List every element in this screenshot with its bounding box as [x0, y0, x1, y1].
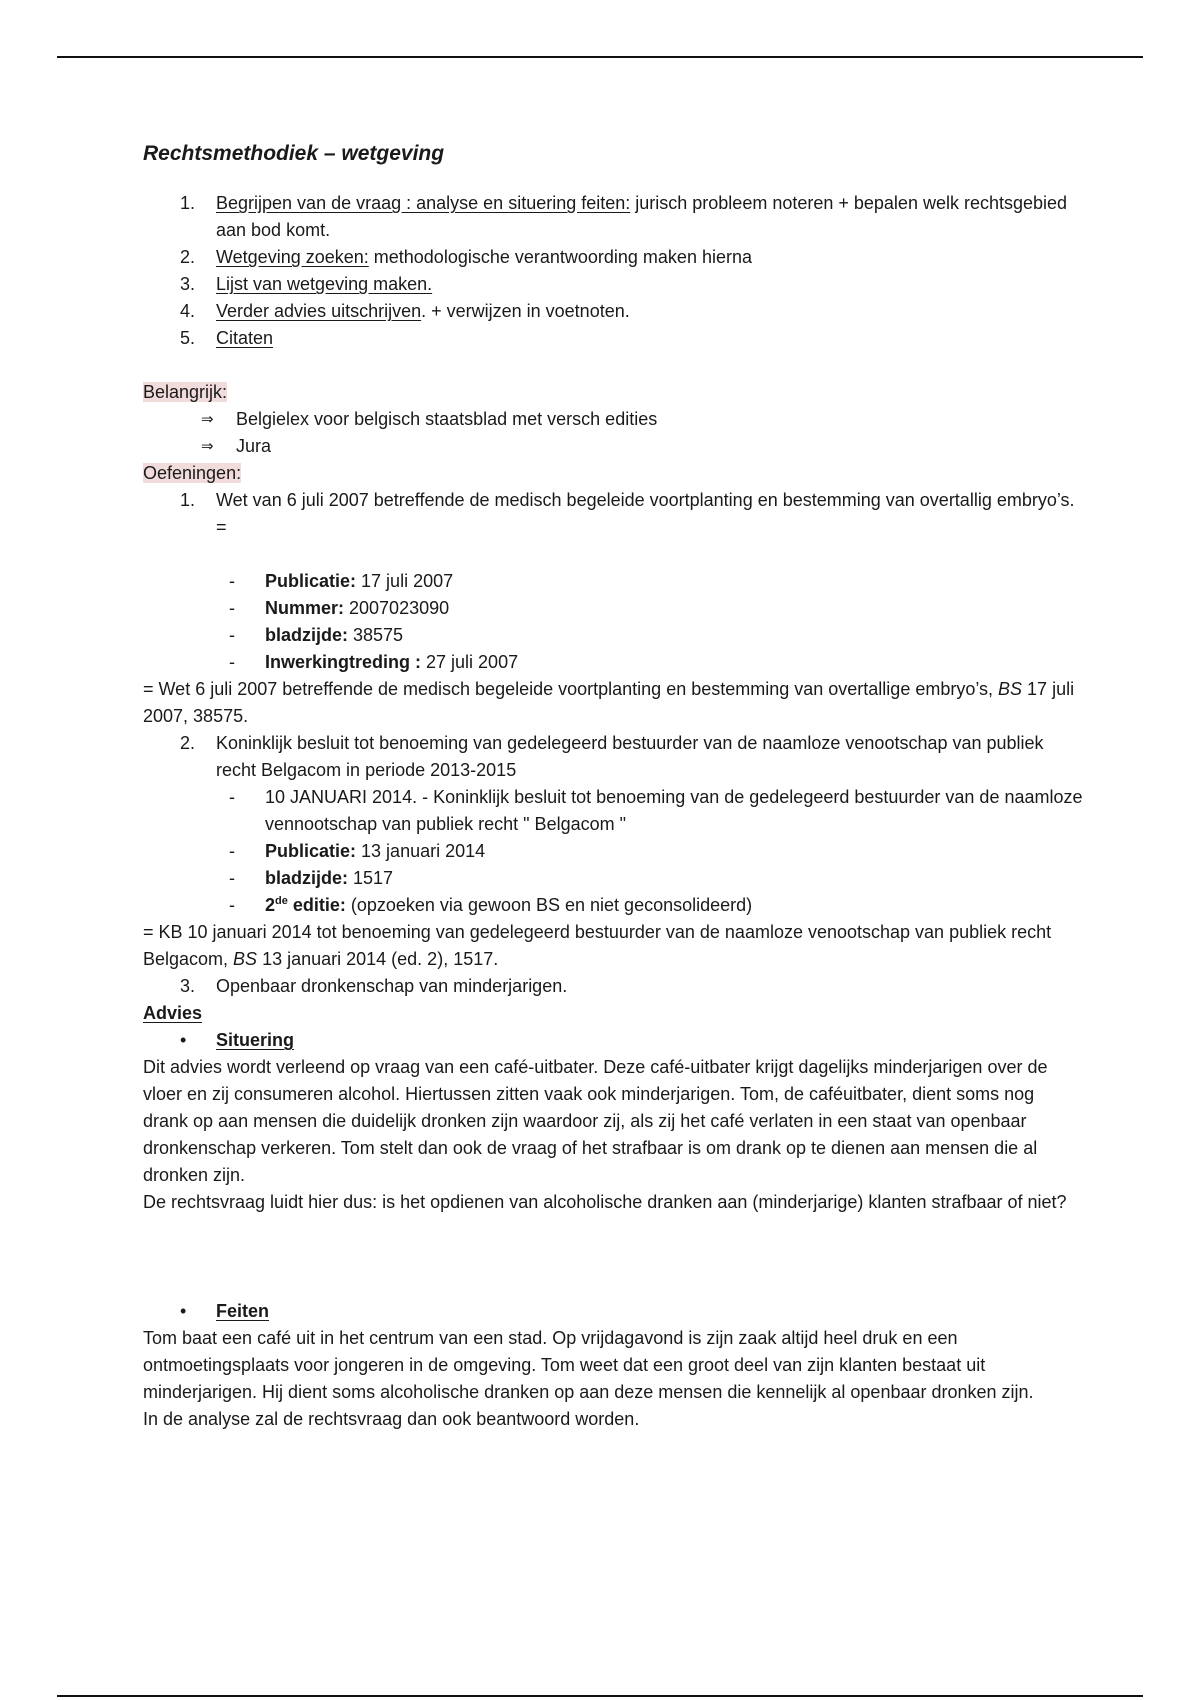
document-page	[143, 140, 1083, 1433]
list-item: 2. Koninklijk besluit tot benoeming van gedelegeerd bestuurder van de naamloze venootschap van publiek recht Belgacom in periode 2013-2015	[180, 733, 1044, 780]
list-item: - Inwerkingtreding : 27 juli 2007	[229, 652, 519, 672]
list-item: 4. Verder advies uitschrijven. + verwijzen in voetnoten.	[180, 301, 630, 321]
exercise-1-details	[143, 568, 1083, 676]
list-item: 3. Openbaar dronkenschap van minderjarigen.	[180, 976, 568, 996]
citation-2: = KB 10 januari 2014 tot benoeming van gedelegeerd bestuurder van de naamloze venootschap van publiek recht Belgacom, BS 13 januari 2014 (ed. 2), 1517.	[143, 922, 1052, 969]
belangrijk-list	[143, 406, 1083, 460]
exercise-list-2	[143, 730, 1083, 784]
feiten-paragraph: Tom baat een café uit in het centrum van een stad. Op vrijdagavond is zijn zaak altijd heel druk en een ontmoetingsplaats voor jongeren in de omgeving. Tom weet dat een groot deel van zijn klanten bestaat uit minderjarigen. Hij dient soms alcoholische dranken op aan deze mensen die kennelijk al openbaar dronken zijn.	[143, 1328, 1034, 1402]
steps-list	[143, 190, 1083, 352]
list-item: 5. Citaten	[180, 328, 274, 348]
feiten-heading-list	[143, 1298, 1083, 1325]
situering-heading-list	[143, 1027, 1083, 1054]
situering-paragraph: Dit advies wordt verleend op vraag van een café-uitbater. Deze café-uitbater krijgt dagelijks minderjarigen over de vloer en zij consumeren alcohol. Hiertussen zitten vaak ook minderjarigen. Tom, de caféuitbater, dient soms nog drank op aan mensen die duidelijk dronken zijn waardoor zij, als zij het café verlaten in een staat van openbaar dronkenschap verkeren. Tom stelt dan ook de vraag of het strafbaar is om drank op te dienen aan mensen die al dronken zijn.	[143, 1057, 1048, 1185]
footer-rule	[57, 1695, 1143, 1697]
list-item: - Publicatie: 13 januari 2014	[229, 841, 486, 861]
arrow-icon: ⇒	[201, 438, 214, 455]
document-title: Rechtsmethodiek – wetgeving	[143, 142, 445, 165]
list-item: • Feiten	[143, 1298, 1083, 1325]
list-item: - bladzijde: 1517	[229, 868, 394, 888]
advies-heading: Advies	[143, 1003, 203, 1023]
step-heading: Verder advies uitschrijven	[216, 301, 422, 321]
list-item: - bladzijde: 38575	[229, 625, 404, 645]
bullet-icon: •	[180, 1301, 187, 1321]
list-item: 1. Wet van 6 juli 2007 betreffende de medisch begeleide voortplanting en bestemming van overtallig embryo’s. =	[180, 490, 1075, 537]
list-item: - Publicatie: 17 juli 2007	[229, 571, 454, 591]
arrow-icon: ⇒	[201, 411, 214, 428]
list-item: • Situering	[143, 1027, 1083, 1054]
list-item: ⇒ Jura	[143, 433, 1083, 460]
list-item: ⇒ Belgielex voor belgisch staatsblad met versch edities	[143, 406, 1083, 433]
belangrijk-heading: Belangrijk:	[143, 382, 228, 402]
header-rule	[57, 56, 1143, 58]
step-heading: Begrijpen van de vraag : analyse en situering feiten:	[216, 193, 631, 213]
list-item: - 10 JANUARI 2014. - Koninklijk besluit tot benoeming van de gedelegeerd bestuurder van de naamloze vennootschap van publiek recht " Belgacom "	[229, 787, 1083, 834]
step-heading: Lijst van wetgeving maken.	[216, 274, 433, 294]
citation-1: = Wet 6 juli 2007 betreffende de medisch begeleide voortplanting en bestemming van overtallige embryo’s, BS 17 juli 2007, 38575.	[143, 679, 1075, 726]
list-item: - 2de editie: (opzoeken via gewoon BS en niet geconsolideerd)	[229, 895, 753, 915]
oefeningen-heading: Oefeningen:	[143, 463, 242, 483]
bullet-icon: •	[180, 1030, 187, 1050]
list-item: 1. Begrijpen van de vraag : analyse en situering feiten: jurisch probleem noteren + bepalen welk rechtsgebied aan bod komt.	[180, 193, 1068, 240]
exercise-list-1	[143, 487, 1083, 541]
list-item: - Nummer: 2007023090	[229, 598, 450, 618]
list-item: 2. Wetgeving zoeken: methodologische verantwoording maken hierna	[180, 247, 752, 267]
step-heading: Wetgeving zoeken:	[216, 247, 369, 267]
list-item: 3. Lijst van wetgeving maken.	[180, 274, 433, 294]
feiten-conclusion: In de analyse zal de rechtsvraag dan ook beantwoord worden.	[143, 1409, 640, 1429]
situering-question: De rechtsvraag luidt hier dus: is het opdienen van alcoholische dranken aan (minderjarige) klanten strafbaar of niet?	[143, 1192, 1067, 1212]
exercise-2-details	[143, 784, 1083, 919]
step-heading: Citaten	[216, 328, 274, 348]
exercise-list-3	[143, 973, 1083, 1000]
